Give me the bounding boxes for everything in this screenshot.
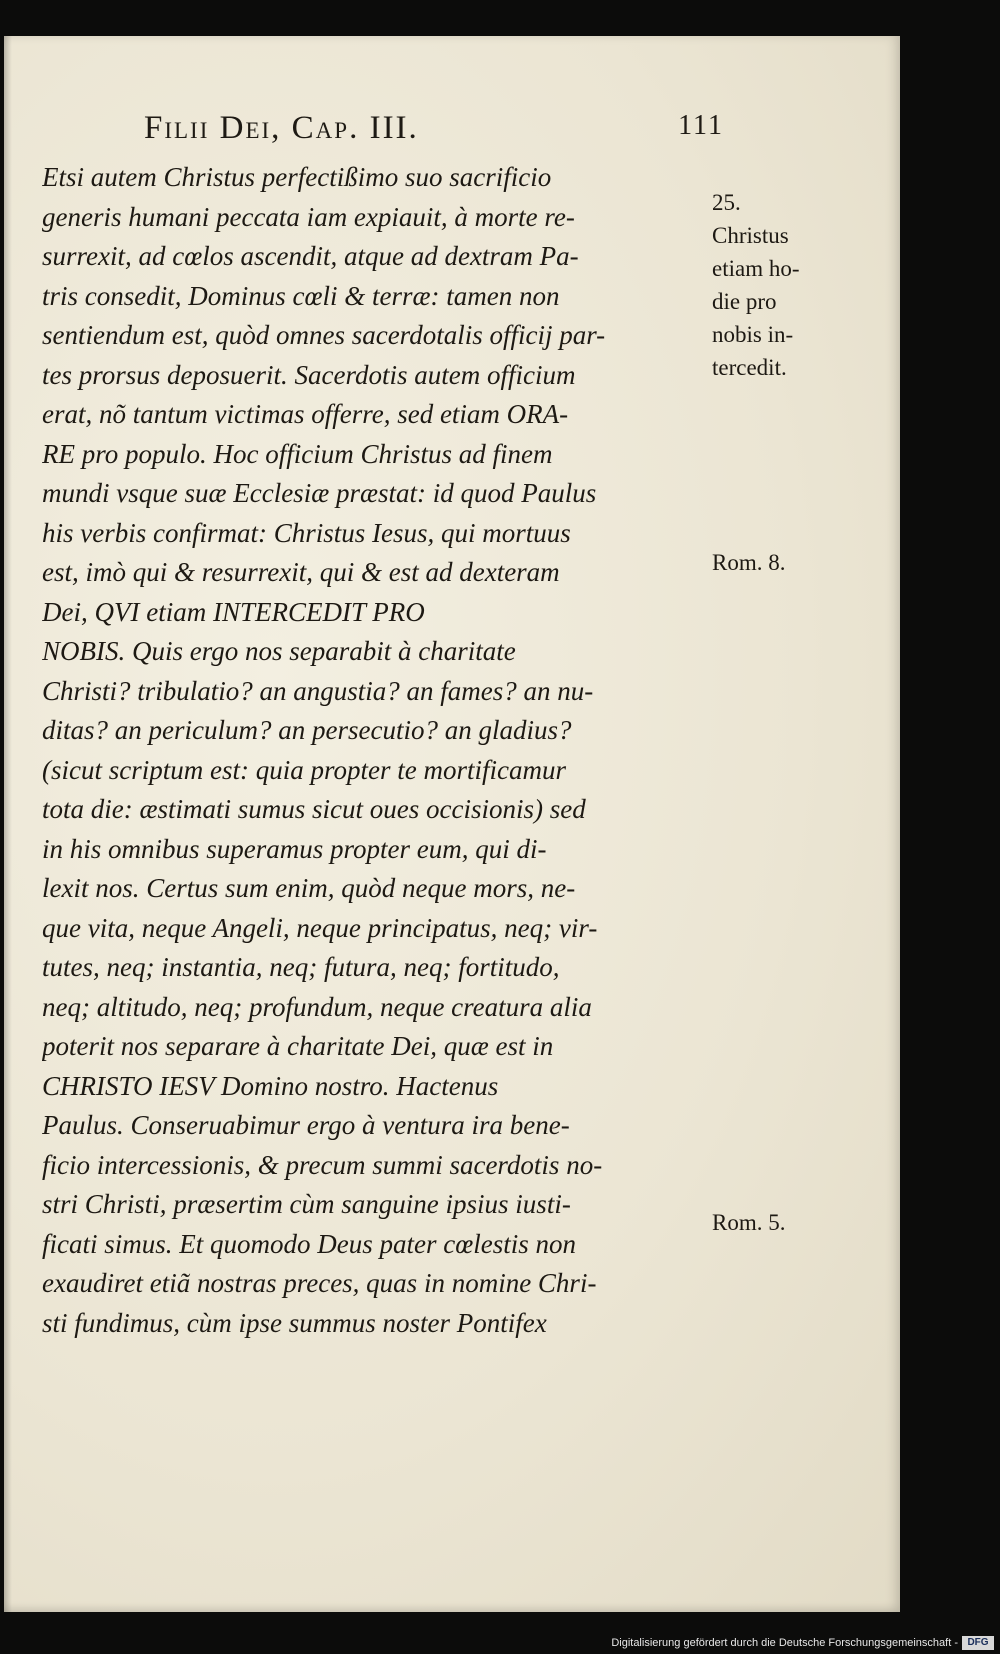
text-line: est, imò qui & resurrexit, qui & est ad dexteram: [42, 557, 560, 587]
margin-note-line: Rom. 5.: [712, 1210, 786, 1235]
dfg-logo: DFG: [962, 1636, 994, 1650]
digitization-footer: [0, 1630, 1000, 1654]
margin-note-line: 25.: [712, 190, 741, 215]
text-line: Dei, QVI etiam INTERCEDIT PRO: [42, 596, 425, 627]
text-line: ficati simus. Et quomodo Deus pater cœlestis non: [42, 1228, 576, 1259]
text-line: neq; altitudo, neq; profundum, neque creatura alia: [42, 991, 592, 1022]
page-number: 111: [678, 110, 724, 141]
margin-note-line: nobis in-: [712, 322, 794, 347]
text-line: stri Christi, præsertim cùm sanguine ipsius iusti-: [42, 1189, 571, 1219]
text-line: sti fundimus, cùm ipse summus noster Pontifex: [42, 1307, 547, 1338]
text-line: RE pro populo. Hoc officium Christus ad finem: [42, 438, 553, 469]
text-line: surrexit, ad cœlos ascendit, atque ad dextram Pa-: [42, 241, 579, 271]
text-line: que vita, neque Angeli, neque principatus, neq; vir-: [42, 912, 598, 943]
text-line: Etsi autem Christus perfectißimo suo sacrificio: [42, 162, 552, 192]
text-line: sentiendum est, quòd omnes sacerdotalis officij par-: [42, 320, 606, 350]
margin-note-line: die pro: [712, 289, 777, 314]
margin-note-rom-8: [712, 546, 872, 579]
text-line: his verbis confirmat: Christus Iesus, qui mortuus: [42, 517, 571, 548]
text-line: ficio intercessionis, & precum summi sacerdotis no-: [42, 1149, 603, 1180]
footer-credit: Digitalisierung gefördert durch die Deutsche Forschungsgemeinschaft -: [611, 1637, 958, 1649]
text-line: lexit nos. Certus sum enim, quòd neque mors, ne-: [42, 873, 576, 903]
text-line: (sicut scriptum est: quia propter te mortificamur: [42, 754, 566, 785]
margin-note-line: etiam ho-: [712, 256, 800, 281]
running-head: [144, 110, 724, 154]
text-line: Paulus. Conseruabimur ergo à ventura ira bene-: [42, 1110, 570, 1140]
text-line: tota die: æstimati sumus sicut oues occisionis) sed: [42, 794, 586, 824]
page-gutter-shadow: [4, 36, 12, 1612]
margin-note-line: tercedit.: [712, 355, 787, 380]
book-page: [4, 36, 900, 1612]
text-line: Christi? tribulatio? an angustia? an fames? an nu-: [42, 675, 594, 706]
text-line: tutes, neq; instantia, neq; futura, neq; fortitudo,: [42, 952, 560, 982]
margin-note-christus-intercedit: [712, 186, 872, 384]
text-line: tes prorsus deposuerit. Sacerdotis autem officium: [42, 359, 576, 390]
text-line: tris consedit, Dominus cœli & terræ: tamen non: [42, 280, 560, 311]
text-line: poterit nos separare à charitate Dei, quæ est in: [42, 1031, 554, 1061]
text-line: NOBIS. Quis ergo nos separabit à charitate: [42, 636, 516, 666]
text-line: exaudiret etiã nostras preces, quas in nomine Chri-: [42, 1268, 597, 1298]
margin-note-rom-5: [712, 1206, 872, 1239]
text-line: mundi vsque suæ Ecclesiæ præstat: id quod Paulus: [42, 478, 597, 508]
text-line: erat, nõ tantum victimas offerre, sed etiam ORA-: [42, 399, 569, 429]
text-line: ditas? an periculum? an persecutio? an gladius?: [42, 715, 572, 745]
margin-note-line: Rom. 8.: [712, 550, 786, 575]
margin-note-line: Christus: [712, 223, 789, 248]
running-head-title: Filii Dei, Cap. III.: [144, 110, 419, 146]
text-line: in his omnibus superamus propter eum, qui di-: [42, 833, 547, 864]
text-line: CHRISTO IESV Domino nostro. Hactenus: [42, 1070, 499, 1101]
body-text: [42, 158, 702, 1343]
text-line: generis humani peccata iam expiauit, à morte re-: [42, 201, 575, 232]
